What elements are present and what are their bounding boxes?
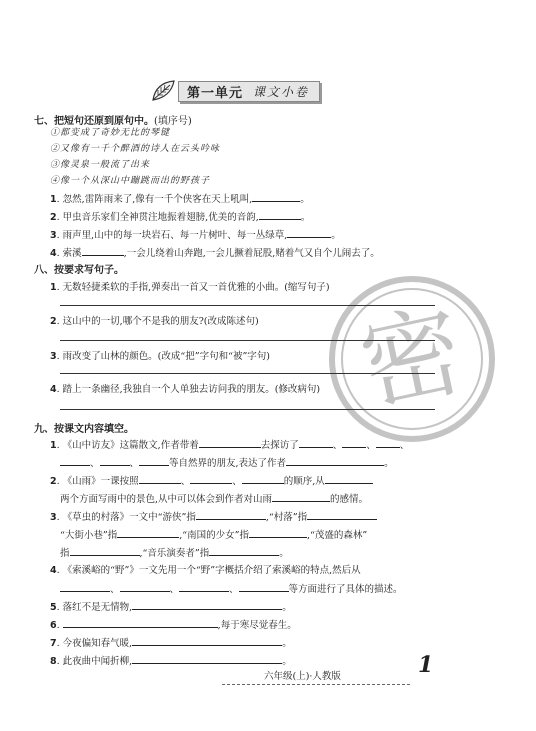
- s9-question-7: 7. 今夜偏知春气暖, 。: [50, 634, 292, 649]
- s7-question-4: 4. 索溪 ,一会儿绕着山奔跑,一会儿撅着屁股,赌着气又自个儿闹去了。: [50, 244, 380, 259]
- s7-question-1: 1. 忽然,雷阵雨来了,像有一千个侠客在天上吼叫, 。: [50, 190, 310, 205]
- answer-blank[interactable]: [70, 544, 140, 556]
- option-4: ④像一个从深山中蹦跳而出的野孩子: [50, 176, 211, 186]
- answer-blank[interactable]: [60, 580, 110, 592]
- answer-blank[interactable]: [199, 436, 261, 448]
- answer-blank[interactable]: [249, 526, 307, 538]
- s8-question-1: 1. 无数轻捷柔软的手指,弹奏出一首又一首优雅的小曲。(缩写句子): [50, 282, 330, 293]
- unit-subtitle: 课文小卷: [253, 84, 310, 99]
- s9-question-3-line-2: “大街小巷”指 ,“南国的少女”指 ,“茂盛的森林”: [60, 526, 367, 541]
- answer-blank[interactable]: [307, 508, 377, 520]
- answer-blank[interactable]: [342, 436, 366, 448]
- stamp-text: 密: [350, 290, 473, 427]
- unit-title-box: [178, 81, 320, 102]
- s7-question-2: 2. 甲虫音乐家们全神贯注地振着翅膀,优美的音韵, 。: [50, 208, 310, 223]
- answer-blank[interactable]: [60, 454, 90, 466]
- answer-blank[interactable]: [209, 544, 279, 556]
- option-1: ①都变成了奇妙无比的琴键: [50, 128, 171, 138]
- s9-question-2-line-2: 两个方面写雨中的景色,从中可以体会到作者对山雨 的感情。: [60, 490, 368, 505]
- s9-question-6: 6. ,每于寒尽觉春生。: [50, 616, 297, 631]
- section-9-title: 九、按课文内容填空。: [34, 424, 134, 435]
- answer-blank[interactable]: [242, 472, 284, 484]
- unit-header: [150, 80, 320, 102]
- answer-line[interactable]: [60, 340, 435, 341]
- s9-question-8: 8. 此夜曲中闻折柳, 。: [50, 652, 292, 667]
- answer-blank[interactable]: [82, 244, 124, 256]
- footer-divider: [222, 684, 410, 685]
- answer-blank[interactable]: [272, 490, 330, 502]
- confidential-stamp: [328, 275, 496, 443]
- answer-blank[interactable]: [287, 226, 331, 238]
- answer-blank[interactable]: [63, 616, 218, 628]
- answer-line[interactable]: [60, 409, 435, 410]
- s9-question-5: 5. 落红不是无情物, 。: [50, 598, 292, 613]
- section-7-title: 七、把短句还原到原句中。(填序号): [34, 116, 192, 127]
- s9-question-4-line-2: 、 、 、 等方面进行了具体的描述。: [60, 580, 403, 595]
- option-3: ③像灵泉一般流了出来: [50, 160, 151, 170]
- leaf-icon: [150, 79, 176, 103]
- section-8-title: 八、按要求写句子。: [34, 265, 124, 276]
- answer-blank[interactable]: [117, 526, 179, 538]
- option-2: ②又像有一千个醉酒的诗人在云头吟咏: [50, 144, 221, 154]
- unit-title: 第一单元: [187, 85, 244, 101]
- answer-blank[interactable]: [139, 472, 181, 484]
- answer-blank[interactable]: [299, 436, 333, 448]
- s9-question-4-line-1: 4. 《索溪峪的“野”》一文先用一个“野”字概括介绍了索溪峪的特点,然后从: [50, 565, 361, 576]
- s9-question-1-line-2: 、 、 等自然界的朋友,表达了作者 。: [60, 454, 394, 469]
- answer-blank[interactable]: [132, 598, 282, 610]
- answer-blank[interactable]: [239, 580, 289, 592]
- s8-question-2: 2. 这山中的一切,哪个不是我的朋友?(改成陈述句): [50, 316, 259, 327]
- page-number: 1: [418, 652, 434, 678]
- answer-line[interactable]: [60, 373, 435, 374]
- answer-blank[interactable]: [325, 472, 373, 484]
- answer-blank[interactable]: [132, 652, 282, 664]
- answer-blank[interactable]: [286, 454, 384, 466]
- answer-blank[interactable]: [252, 190, 300, 202]
- answer-line[interactable]: [60, 305, 435, 306]
- answer-blank[interactable]: [139, 454, 169, 466]
- s9-question-1-line-1: 1. 《山中访友》这篇散文,作者带着 去探访了 、 、 、: [50, 436, 409, 451]
- answer-blank[interactable]: [120, 580, 170, 592]
- footer-grade: 六年级(上)·人教版: [264, 671, 341, 682]
- answer-blank[interactable]: [100, 454, 130, 466]
- s7-question-3: 3. 雨声里,山中的每一块岩石、每一片树叶、每一丛绿草, 。: [50, 226, 341, 241]
- answer-blank[interactable]: [179, 580, 229, 592]
- answer-blank[interactable]: [196, 508, 266, 520]
- answer-blank[interactable]: [190, 472, 232, 484]
- answer-blank[interactable]: [376, 436, 400, 448]
- s9-question-3-line-1: 3. 《草虫的村落》一文中“游侠”指 ,“村落”指: [50, 508, 377, 523]
- s8-question-3: 3. 雨改变了山林的颜色。(改成“把”字句和“被”字句): [50, 351, 271, 362]
- answer-blank[interactable]: [132, 634, 282, 646]
- s9-question-2-line-1: 2. 《山雨》一课按照 、 、 的顺序,从: [50, 472, 373, 487]
- answer-blank[interactable]: [259, 208, 301, 220]
- s8-question-4: 4. 踏上一条幽径,我独自一个人单独去访问我的朋友。(修改病句): [50, 384, 321, 395]
- s9-question-3-line-3: 指 ,“音乐演奏者”指 。: [60, 544, 289, 559]
